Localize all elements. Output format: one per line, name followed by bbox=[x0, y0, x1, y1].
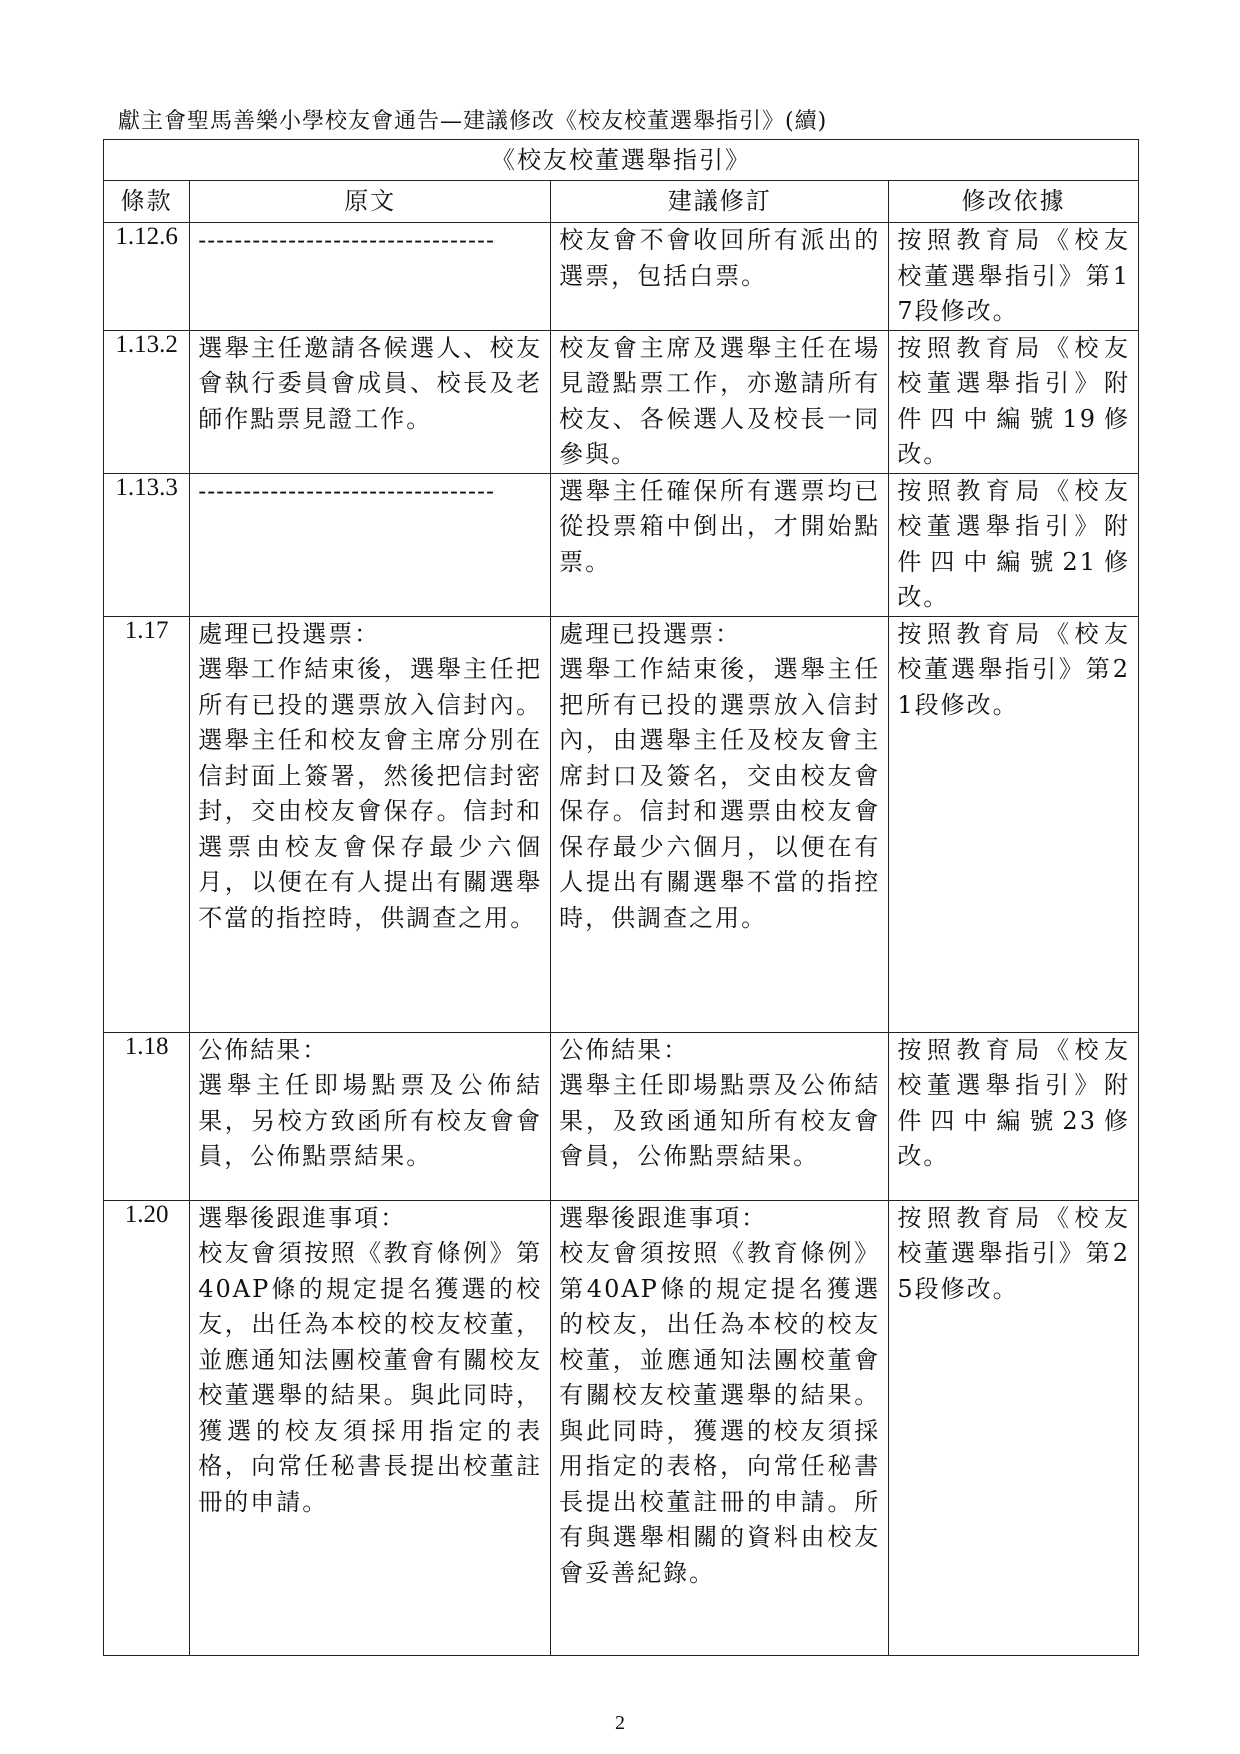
proposed-text: 校友會不會收回所有派出的選票，包括白票。 bbox=[559, 226, 881, 290]
original-text-empty: --------------------------------- bbox=[198, 477, 495, 505]
original-text-cell bbox=[190, 616, 551, 1032]
basis-text: 按照教育局《校友校董選舉指引》第25段修改。 bbox=[897, 1203, 1130, 1303]
clause-number: 1.13.3 bbox=[104, 473, 190, 616]
original-text-empty: --------------------------------- bbox=[198, 227, 495, 254]
original-text-cell bbox=[190, 1200, 551, 1655]
original-text-cell bbox=[190, 1032, 551, 1200]
proposed-section-title: 選舉後跟進事項： bbox=[559, 1203, 768, 1232]
table-header-row bbox=[104, 181, 1139, 223]
proposed-text-cell bbox=[551, 1200, 889, 1655]
basis-text: 按照教育局《校友校董選舉指引》附件四中編號21修改。 bbox=[897, 476, 1130, 611]
table-row bbox=[104, 1032, 1139, 1200]
basis-text-cell bbox=[889, 1200, 1139, 1655]
clause-number: 1.18 bbox=[104, 1032, 190, 1200]
original-text: 校友會須按照《教育條例》第40AP條的規定提名獲選的校友，出任為本校的校友校董，並應通知法團校董會有關校友校董選舉的結果。與此同時，獲選的校友須採用指定的表格，向常任秘書長提出校董註冊的申請。 bbox=[198, 1239, 543, 1516]
original-text: 選舉工作結束後，選舉主任把所有已投的選票放入信封內。選舉主任和校友會主席分別在信封面上簽署，然後把信封密封，交由校友會保存。信封和選票由校友會保存最少六個月，以便在有人提出有關選舉不當的指控時，供調查之用。 bbox=[198, 655, 543, 932]
original-text: 選舉主任即場點票及公佈結果，另校方致函所有校友會會員，公佈點票結果。 bbox=[198, 1071, 543, 1170]
original-text-cell bbox=[190, 330, 551, 473]
column-header-clause: 條款 bbox=[104, 181, 190, 223]
proposed-text-cell bbox=[551, 330, 889, 473]
proposed-text-cell bbox=[551, 223, 889, 331]
column-header-proposed: 建議修訂 bbox=[551, 181, 889, 223]
original-section-title: 選舉後跟進事項： bbox=[198, 1203, 407, 1232]
proposed-text: 選舉工作結束後，選舉主任把所有已投的選票放入信封內，由選舉主任及校友會主席封口及簽名，交由校友會保存。信封和選票由校友會保存最少六個月，以便在有人提出有關選舉不當的指控時，供調查之用。 bbox=[559, 655, 881, 932]
proposed-section-title: 公佈結果： bbox=[559, 1035, 690, 1064]
basis-text-cell bbox=[889, 616, 1139, 1032]
table-row bbox=[104, 616, 1139, 1032]
basis-text: 按照教育局《校友校董選舉指引》附件四中編號19修改。 bbox=[897, 333, 1130, 468]
original-section-title: 公佈結果： bbox=[198, 1035, 329, 1064]
table-row bbox=[104, 473, 1139, 616]
proposed-text-cell bbox=[551, 616, 889, 1032]
proposed-text: 選舉主任確保所有選票均已從投票箱中倒出，才開始點票。 bbox=[559, 476, 881, 576]
original-text: 選舉主任邀請各候選人、校友會執行委員會成員、校長及老師作點票見證工作。 bbox=[198, 333, 543, 433]
proposed-text: 校友會主席及選舉主任在場見證點票工作，亦邀請所有校友、各候選人及校長一同參與。 bbox=[559, 333, 881, 468]
basis-text: 按照教育局《校友校董選舉指引》附件四中編號23修改。 bbox=[897, 1035, 1130, 1170]
proposed-text-cell bbox=[551, 1032, 889, 1200]
clause-number: 1.17 bbox=[104, 616, 190, 1032]
document-heading: 獻主會聖馬善樂小學校友會通告—建議修改《校友校董選舉指引》(續) bbox=[118, 109, 828, 134]
original-text-cell bbox=[190, 223, 551, 331]
table-row bbox=[104, 330, 1139, 473]
basis-text-cell bbox=[889, 473, 1139, 616]
basis-text: 按照教育局《校友校董選舉指引》第21段修改。 bbox=[897, 619, 1130, 719]
guideline-amendment-table bbox=[103, 139, 1139, 1656]
page-number: 2 bbox=[615, 1712, 625, 1734]
column-header-original: 原文 bbox=[190, 181, 551, 223]
clause-number: 1.13.2 bbox=[104, 330, 190, 473]
basis-text: 按照教育局《校友校董選舉指引》第17段修改。 bbox=[897, 226, 1130, 325]
table-row bbox=[104, 1200, 1139, 1655]
basis-text-cell bbox=[889, 223, 1139, 331]
basis-text-cell bbox=[889, 330, 1139, 473]
proposed-text-cell bbox=[551, 473, 889, 616]
clause-number: 1.20 bbox=[104, 1200, 190, 1655]
proposed-section-title: 處理已投選票： bbox=[559, 619, 742, 648]
clause-number: 1.12.6 bbox=[104, 223, 190, 331]
table-caption: 《校友校董選舉指引》 bbox=[104, 140, 1139, 181]
original-text-cell bbox=[190, 473, 551, 616]
proposed-text: 選舉主任即場點票及公佈結果，及致函通知所有校友會會員，公佈點票結果。 bbox=[559, 1071, 881, 1170]
table-row bbox=[104, 223, 1139, 331]
original-section-title: 處理已投選票： bbox=[198, 619, 381, 648]
basis-text-cell bbox=[889, 1032, 1139, 1200]
table-caption-row bbox=[104, 140, 1139, 181]
proposed-text: 校友會須按照《教育條例》第40AP條的規定提名獲選的校友，出任為本校的校友校董，並應通知法團校董會有關校友校董選舉的結果。與此同時，獲選的校友須採用指定的表格，向常任秘書長提出校董註冊的申請。所有與選舉相關的資料由校友會妥善紀錄。 bbox=[559, 1239, 881, 1587]
column-header-basis: 修改依據 bbox=[889, 181, 1139, 223]
